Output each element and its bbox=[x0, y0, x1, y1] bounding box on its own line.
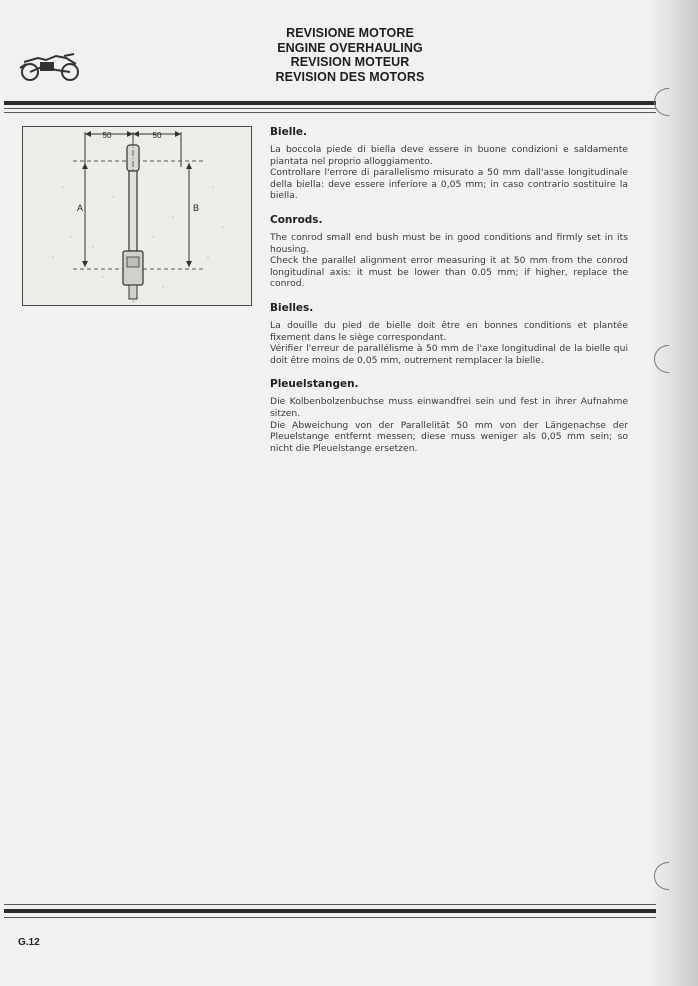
paragraph-fr-1: La douille du pied de bielle doit être en bonnes conditions et plantée fixement dans le siège correspondant. bbox=[270, 319, 628, 343]
paragraph-en-2: Check the parallel alignment error measuring it at 50 mm from the conrod longitudinal axis: it must be lower than 0.05 mm; if higher, replace the conrod. bbox=[270, 255, 628, 290]
paragraph-fr-2: Vérifier l'erreur de parallélisme à 50 mm de l'axe longitudinal de la bielle qui doit être moins de 0,05 mm, outrement remplacer la bielle. bbox=[270, 343, 628, 366]
paragraph-it-2: Controllare l'errore di parallelismo misurato a 50 mm dall'asse longitudinale della biella: deve essere inferiore a 0,05 mm; in caso contrario sostituire la biella. bbox=[270, 167, 628, 202]
paragraph-de-1: Die Kolbenbolzenbuchse muss einwandfrei sein und fest in ihrer Aufnahme sitzen. bbox=[270, 396, 628, 419]
conrod-diagram bbox=[22, 126, 252, 306]
header-title-fr: REVISION MOTEUR bbox=[290, 55, 410, 69]
header-title-it: REVISIONE MOTORE bbox=[286, 26, 414, 40]
dimension-label-b: B bbox=[193, 203, 200, 213]
top-rule-thin-2 bbox=[4, 112, 656, 113]
top-rule-thin bbox=[4, 108, 656, 109]
motorcycle-icon bbox=[16, 46, 96, 86]
section-title-it: Bielle. bbox=[270, 126, 308, 138]
paragraph-en-1: The conrod small end bush must be in good conditions and firmly set in its housing. bbox=[270, 231, 628, 255]
bottom-rule-thin bbox=[4, 904, 656, 905]
header-title-de: REVISION DES MOTORS bbox=[275, 69, 425, 84]
paragraph-de-2: Die Abweichung von der Parallelität 50 mm von der Längenachse der Pleuelstange entfernt messen; diese muss weniger als 0,05 mm sein; so nicht die Pleuelstange ersetzen. bbox=[270, 419, 628, 454]
header-title-en: ENGINE OVERHAULING bbox=[277, 40, 423, 55]
top-rule-thick bbox=[4, 101, 656, 105]
dimension-label-a: A bbox=[77, 203, 84, 213]
section-english bbox=[270, 214, 628, 290]
content-column bbox=[270, 126, 628, 466]
section-german bbox=[270, 378, 628, 454]
page-number: G.12 bbox=[18, 937, 40, 948]
page-header bbox=[210, 26, 490, 84]
page-edge-shadow bbox=[650, 0, 698, 986]
paragraph-it-1: La boccola piede di biella deve essere in buone condizioni e saldamente piantata nel proprio alloggiamento. bbox=[270, 144, 628, 167]
bottom-rule-thin-2 bbox=[4, 917, 656, 918]
dimension-label-left: 50 bbox=[102, 131, 112, 140]
dimension-label-right: 50 bbox=[152, 131, 162, 140]
section-title-en: Conrods. bbox=[270, 213, 323, 226]
section-italian bbox=[270, 126, 628, 202]
bottom-rule-thick bbox=[4, 909, 656, 913]
section-title-de: Pleuelstangen. bbox=[270, 378, 359, 391]
section-french bbox=[270, 302, 628, 366]
section-title-fr: Bielles. bbox=[270, 301, 314, 314]
